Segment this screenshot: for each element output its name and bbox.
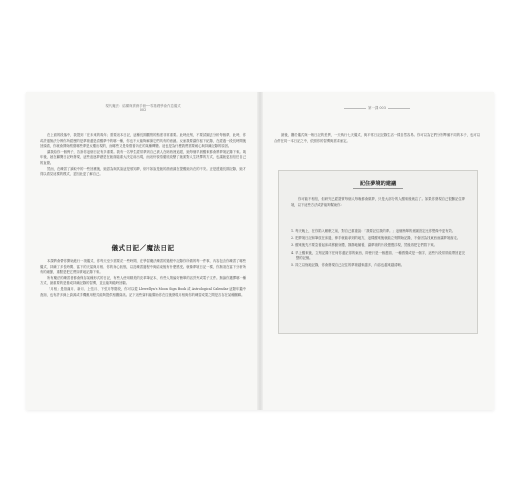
running-head-left bbox=[26, 104, 260, 112]
page-number-left: 002 bbox=[139, 108, 147, 112]
callout-title: 記住夢境的建議 bbox=[359, 181, 397, 187]
list-item: 4. 早上醒來後，立刻記錄下任何你還記得的東西，即使只是一個畫面、一種感覺或是一個字，這些片段常常能帶回更完整的記憶。 bbox=[291, 250, 465, 261]
tips-callout-box bbox=[278, 170, 478, 334]
running-head-title: 現代魔法：結構與實務手冊──零基礎學會作息儀式 bbox=[105, 104, 181, 108]
page-number-right: 003 bbox=[379, 106, 386, 110]
list-item: 5. 持之以恆地記錄，你會發現自己記住的夢境越來越多，內容也越來越清晰。 bbox=[291, 263, 404, 268]
paragraph: 最後，關於儀式與一般日記的差異，一天執行七天儀式，與平常日記記錄生活一樣自然容易。你可以為它們分別準備不同的本子，也可以合併在同一本日記之中，依照你的習慣與需求而定。 bbox=[274, 133, 480, 143]
list-item: 1. 每天晚上，在你陷入睡眠之前，對自己重複說：「我要記住我的夢。」這個簡單的意圖設定比你想像中更有效。 bbox=[291, 229, 456, 233]
right-intro-text bbox=[274, 133, 480, 144]
section-text-block bbox=[40, 259, 246, 298]
paragraph: 然而，在練習了讀取中的一些回應後，她認為與其說這是預知夢，倒不如說是她的潛意識在提醒她內在的不安。正是透過長期記錄，她才得以看見這樣的模式，並因此更了解自己。 bbox=[40, 166, 246, 177]
callout-intro: 你可能不相信，但研究已經證實每個人每晚都會做夢，只是大部分的人醒來後就忘了。如果你發現自己很難記住夢境，以下這些方法或許能夠幫助你： bbox=[291, 197, 465, 207]
book-spread bbox=[26, 92, 494, 410]
paragraph: 本課將會帶你開始進行一項儀式，你每天至少需要花一些時間，在學習魔法練習的過程中記錄你所做的每一件事，內容包含你練習了哪些儀式、持續了多長時間、當下的天氣與月相、你的身心狀態，以及練習過程中與結束後有什麼感受。就像夢境日記一樣，你無須在當下分析所有的細節，重點是把它們如實地記錄下來。 bbox=[40, 259, 246, 275]
list-item: 3. 醒來後先不要急著起床或移動身體，靜靜地躺著，讓夢境的片段慢慢浮現，然後再把它們寫下來。 bbox=[291, 243, 437, 248]
running-head-right bbox=[260, 105, 494, 110]
paragraph: 所有魔法的練習者都會保存某種形式的日記，有些人使用精美的皮革筆記本，有些人則偏好簡單的活頁夾或電子文件。無論你選擇哪一種方式，最重要的是養成持續記錄的習慣，並且能夠隨時回顧。 bbox=[40, 275, 246, 286]
left-page bbox=[26, 92, 260, 410]
list-item: 2. 把夢境日記和筆放在床邊，伸手就能拿到的地方，這樣醒來後就能立刻開始記錄，不會因為找東西而讓夢境溜走。 bbox=[291, 236, 461, 241]
callout-title-rule bbox=[353, 188, 403, 189]
tips-list bbox=[291, 229, 465, 271]
intro-text-block bbox=[40, 133, 246, 178]
right-page bbox=[260, 92, 494, 410]
running-head-title: 第一課 bbox=[368, 106, 379, 110]
section-title: 儀式日記／魔法日記 bbox=[111, 244, 175, 252]
paragraph: 「月相」是指滿月、新月、上弦月、下弦月等階段，你可以從 Llewellyn's Moon Sign Book 或 Astrological Calendar 這類年鑑中查詢，也有許多線上資源或手機應用程式能夠提供相關資訊。記下這些資料能幫助你在往後發現月相與你的練習成果之間是否存在某種關聯。 bbox=[40, 286, 246, 297]
paragraph: 讓我給你一個例子，告訴你這個日記有多重要。我有一名學生經常夢到自己被人在暗巷裡追趕，她每個早晨醒來都會將夢境記錄下來。幾年後，她在翻閱日記時發現，這些追逐夢總是在她面臨重大決定前出現，而這份領悟徹底改變了她面對人生抉擇的方式，也讓她更加信任自己的直覺。 bbox=[40, 149, 246, 165]
paragraph: 在上面的段落中，我提到「在未來的幾年」需要這本日記，這種長期觀察的態度非常重要。此時此刻，不要試圖去分析每個夢，此時，你或許還無法分辨你所經歷的是夢境還是清醒夢中的哪一種，你也不太能夠解讀它們具有的意涵。反而我要讓你留下紀錄，在經過一段長時間後回頭看，你就會開始察覺哪些夢是反覆出現的，而哪些又是象徵著內在的某種轉變。這也是為什麼我們需要耐心與持續記錄的原因。 bbox=[40, 133, 246, 149]
